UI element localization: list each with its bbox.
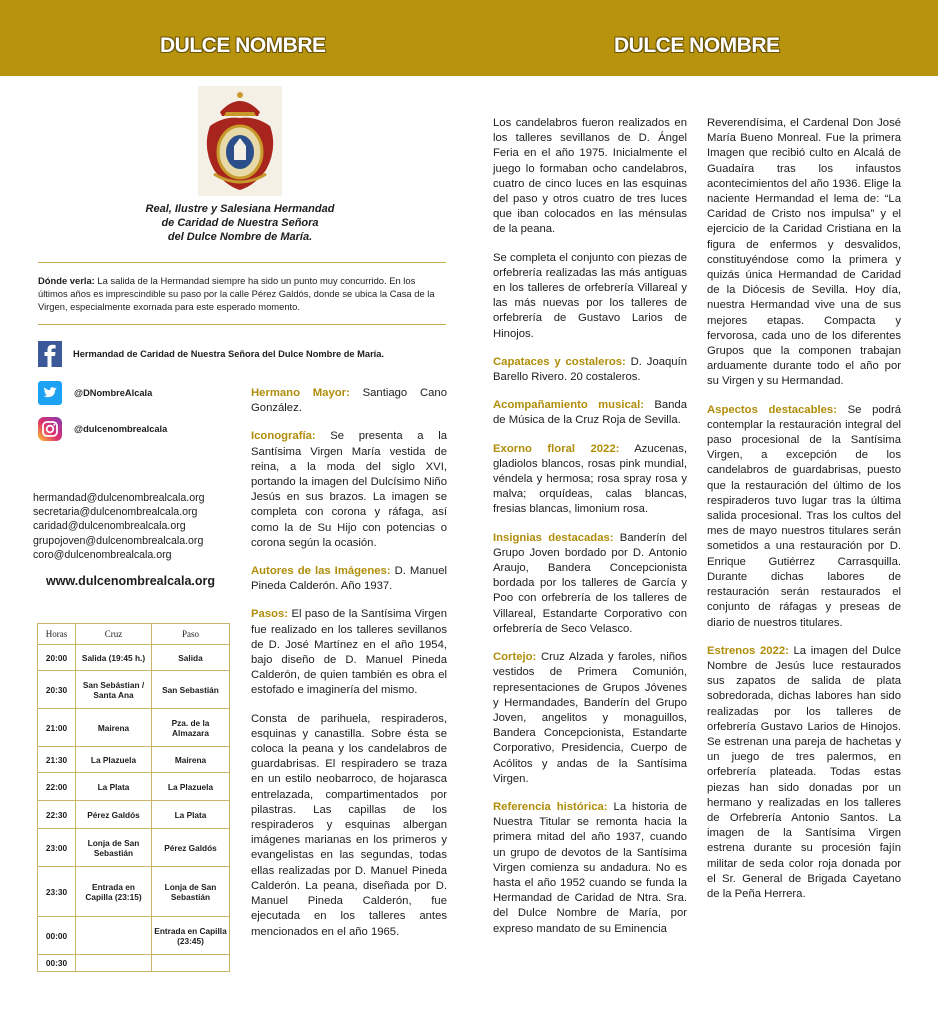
header-bar (0, 0, 938, 76)
paragraph-text: La historia de Nuestra Titular se remonta hacia la primera mitad del año 1937, cuando un grupo de devotos de la Santísima Virgen comienza su andadura. No es hasta el año 1952 cuando se funda la Hermandad de Caridad de Ntra. Sra. del Dulce Nombre de María, por expreso mandato de su Eminencia (493, 800, 687, 935)
cruz-cell (76, 917, 152, 955)
paragraph-text: Santiago Cano González. (251, 387, 447, 415)
time-cell: 23:30 (38, 867, 76, 917)
paragraph (493, 800, 687, 937)
section-label: Insignias destacadas: (493, 531, 614, 544)
email-link[interactable]: grupojoven@dulcenombrealcala.org (33, 534, 204, 547)
paragraph-text: Se podrá contemplar la restauración integral del paso procesional de la Santísima Virgen, a excepción de los candelabros de guardabrisas, puesto que la restauración del último de los respiraderos tuvo lugar tras la última salida procesional. Tras los cultos del mes de mayo nuestros titulares serán sometidos a una restauración por D. Enrique Gutiérrez Carrasquilla. Durante dichas labores de restauración serán restaurados el conjunto de ráfagas y preseas de diario de nuestros titulares. (707, 403, 901, 629)
where-text: La salida de la Hermandad siempre ha sido un punto muy concurrido. En los últimos años es imprescindible su paso por la calle Pérez Galdós, donde se ubica la Casa de la Virgen, especialmente exornada para este esperado momento. (38, 275, 435, 312)
time-cell: 00:30 (38, 955, 76, 972)
instagram-row[interactable] (38, 417, 167, 441)
paragraph-text: Consta de parihuela, respiraderos, esquinas y canastilla. Sobre ésta se coloca la peana y los candelabros de guardabrisas. El respiradero se traza en un estilo neobarroco, de hojarasca entrelazada, compartimentados por pilastras. Las capillas de los respiraderos y esquinas albergan imágenes marianas en los primeros y evangelistas en las segundas, todas ellas realizadas por D. Manuel Pineda Calderón. La peana, diseñada por D. Manuel Pineda Calderón, fue ejecutada en los talleres antes mencionados en el año 1965. (251, 712, 447, 938)
paragraph (251, 386, 447, 416)
paso-cell: Mairena (152, 747, 230, 773)
instagram-handle[interactable]: @dulcenombrealcala (74, 424, 168, 434)
paragraph (493, 251, 687, 342)
paragraph (707, 644, 901, 902)
table-row (38, 867, 230, 917)
left-page-title: DULCE NOMBRE (160, 34, 326, 57)
table-row (38, 829, 230, 867)
paragraph (707, 403, 901, 631)
time-cell: 22:30 (38, 801, 76, 829)
coat-of-arms-icon (198, 86, 282, 196)
cruz-cell: La Plazuela (76, 747, 152, 773)
cruz-cell: Salida (19:45 h.) (76, 645, 152, 671)
paragraph-text: Reverendísima, el Cardenal Don José María Bueno Monreal. Fue la primera Imagen que recibió culto en Alcalá de Guadaíra tras los infaustos acontecimientos del año 1936. Elige la naciente Hermandad el lema de: “La Caridad de Cristo nos impulsa” y el ejercicio de la Caridad Cristiana en la figura de enfermos y desvalidos, constituyéndose como la primera y quizás única Hermandad de Caridad de la Diócesis de Sevilla. Hoy día, nuestra Hermandad vive una de sus mejores etapas. Compacta y fervorosa, cada uno de los diferentes Grupos que la componen trabajan arduamente durante todo el año por su Virgen y su Hermandad. (707, 117, 901, 388)
section-label: Referencia histórica: (493, 800, 608, 813)
paragraph-text: Se presenta a la Santísima Virgen María vestida de reina, a la moda del siglo XVI, portando la imagen del Dulcísimo Niño Jesús en sus brazos. La imagen se completa con corona y ráfaga, así como la de Su Hijo con potencias o corona según la ocasión. (251, 430, 447, 549)
paso-cell: La Plata (152, 801, 230, 829)
time-cell: 20:30 (38, 671, 76, 709)
paragraph-text: Azucenas, gladiolos blancos, rosas pink mundial, véndela y hermosa; rosa spray rosa y malva; orquídeas, calas blancas, fresias blancas, limonium rosa. (493, 442, 687, 516)
table-row (38, 917, 230, 955)
section-label: Hermano Mayor: (251, 387, 350, 399)
where-label: Dónde verla: (38, 275, 95, 286)
brotherhood-name-line: Real, Ilustre y Salesiana Hermandad (145, 203, 335, 215)
paragraph-text: Se completa el conjunto con piezas de orfebrería realizadas las más antiguas en los talleres de orfebrería Villareal y las más nuevas por los talleres de orfebrería de Gustavo Larios de Hinojos. (493, 251, 687, 340)
table-row (38, 801, 230, 829)
brotherhood-name (120, 202, 360, 244)
section-label: Aspectos destacables: (707, 403, 837, 416)
table-row (38, 747, 230, 773)
section-label: Iconografía: (251, 430, 316, 443)
table-row (38, 645, 230, 671)
paragraph (493, 531, 687, 637)
text-column-1 (251, 386, 447, 953)
table-row (38, 955, 230, 972)
section-label: Pasos: (251, 608, 289, 621)
paragraph (251, 429, 447, 551)
paragraph (493, 442, 687, 518)
paso-cell: Lonja de San Sebastián (152, 867, 230, 917)
twitter-icon (38, 381, 62, 405)
section-label: Estrenos 2022: (707, 644, 789, 657)
website-link[interactable]: www.dulcenombrealcala.org (46, 574, 216, 588)
section-label: Acompañamiento musical: (493, 399, 644, 412)
facebook-icon (38, 342, 62, 366)
cruz-cell: Entrada en Capilla (23:15) (76, 867, 152, 917)
paragraph (493, 116, 687, 238)
paragraph (707, 116, 901, 390)
cruz-cell: Pérez Galdós (76, 801, 152, 829)
paragraph (251, 607, 447, 698)
divider (38, 262, 446, 263)
time-cell: 21:30 (38, 747, 76, 773)
where-to-see (38, 274, 446, 313)
paragraph (251, 712, 447, 940)
paso-cell (152, 955, 230, 972)
cruz-cell (76, 955, 152, 972)
section-label: Cortejo: (493, 651, 537, 664)
divider (38, 324, 446, 325)
brotherhood-name-line: del Dulce Nombre de María. (167, 231, 313, 243)
brotherhood-name-line: de Caridad de Nuestra Señora (161, 217, 319, 229)
paragraph-text: Cruz Alzada y faroles, niños vestidos de Primera Comunión, representaciones de Grupos Jóvenes y Hermandades, Banderín del Grupo Joven, angelitos y monaguillos, Bandera Concepcionista, Estandarte Corporativo, Presidencia, Cuerpo de Acólitos y andas de la Santísima Virgen. (493, 651, 687, 785)
paragraph (251, 564, 447, 594)
table-row (38, 709, 230, 747)
paragraph (493, 355, 687, 385)
cruz-cell: Mairena (76, 709, 152, 747)
time-cell: 21:00 (38, 709, 76, 747)
time-cell: 00:00 (38, 917, 76, 955)
facebook-label[interactable]: Hermandad de Caridad de Nuestra Señora del Dulce Nombre de María. (73, 349, 385, 359)
column-header: Cruz (76, 624, 152, 645)
paragraph-text: La imagen del Dulce Nombre de Jesús luce restaurados sus zapatos de salida de plata sobredorada, dichas labores han sido realizadas por los talleres de orfebrería Gustavo Larios de Hinojos. Se estrenan una pareja de hachetas y un juego de tres palermos, en orfebrería plateada. Todas estas piezas han sido donadas por un hermano y realizadas en los talleres de Orfebrería Antonio Santos. La imagen de la Santísima Virgen estrena durante su procesión fajín militar de seda color roja donada por el Sr. General de Brigada Cayetano de la Peña Herrera. (707, 644, 901, 900)
paragraph (493, 398, 687, 428)
time-cell: 23:00 (38, 829, 76, 867)
table-header-row (38, 624, 230, 645)
email-link[interactable]: coro@dulcenombrealcala.org (33, 548, 172, 561)
paragraph-text: Banda de Música de la Cruz Roja de Sevilla. (493, 399, 687, 427)
cruz-cell: La Plata (76, 773, 152, 801)
twitter-row[interactable] (38, 381, 152, 405)
paragraph-text: D. Manuel Pineda Calderón. Año 1937. (251, 565, 447, 593)
email-list (33, 491, 205, 562)
twitter-handle[interactable]: @DNombreAlcala (74, 388, 153, 398)
section-label: Exorno floral 2022: (493, 442, 620, 455)
cruz-cell: Lonja de San Sebastián (76, 829, 152, 867)
cruz-cell: San Sebástian / Santa Ana (76, 671, 152, 709)
paragraph-text: Banderín del Grupo Joven bordado por D. Antonio Araujo, Bandera Concepcionista bordada por los talleres de García y Poo con orfebrería de los talleres de Villareal, Estandarte Corporativo con orfebrería de Seco Velasco. (493, 531, 687, 635)
email-link[interactable]: hermandad@dulcenombrealcala.org (33, 492, 205, 504)
right-page-title: DULCE NOMBRE (614, 34, 780, 57)
email-link[interactable]: caridad@dulcenombrealcala.org (33, 520, 186, 533)
text-column-3 (707, 116, 901, 915)
text-column-2 (493, 116, 687, 950)
paragraph-text: El paso de la Santísima Virgen fue realizado en los talleres sevillanos de D. José Martínez en el año 1954, bajo diseño de D. Manuel Pineda Calderón, de quien también es obra el estofado e imaginería del mismo. (251, 608, 447, 697)
time-cell: 20:00 (38, 645, 76, 671)
paragraph (493, 650, 687, 787)
paso-cell: San Sebastián (152, 671, 230, 709)
table-row (38, 671, 230, 709)
paso-cell: La Plazuela (152, 773, 230, 801)
column-header: Paso (152, 624, 230, 645)
facebook-row[interactable] (38, 342, 384, 366)
section-label: Autores de las Imágenes: (251, 565, 391, 578)
paso-cell: Pza. de la Almazara (152, 709, 230, 747)
paso-cell: Salida (152, 645, 230, 671)
paragraph-text: D. Joaquín Barello Rivero. 20 costaleros. (493, 355, 688, 384)
schedule-table (37, 623, 230, 972)
paragraph-text: Los candelabros fueron realizados en los talleres sevillanos de D. Ángel Feria en el año 1975. Inicialmente el juego lo formaban ocho candelabros, cuatro de cinco luces en las esquinas del paso y otros cuatro de tres luces que iban colocados en las ménsulas de la peana. (493, 117, 687, 236)
table-row (38, 773, 230, 801)
time-cell: 22:00 (38, 773, 76, 801)
paso-cell: Entrada en Capilla (23:45) (152, 917, 230, 955)
paso-cell: Pérez Galdós (152, 829, 230, 867)
email-link[interactable]: secretaria@dulcenombrealcala.org (33, 506, 198, 519)
section-label: Capataces y costaleros: (493, 355, 626, 368)
column-header: Horas (38, 624, 76, 645)
instagram-icon (38, 417, 62, 441)
